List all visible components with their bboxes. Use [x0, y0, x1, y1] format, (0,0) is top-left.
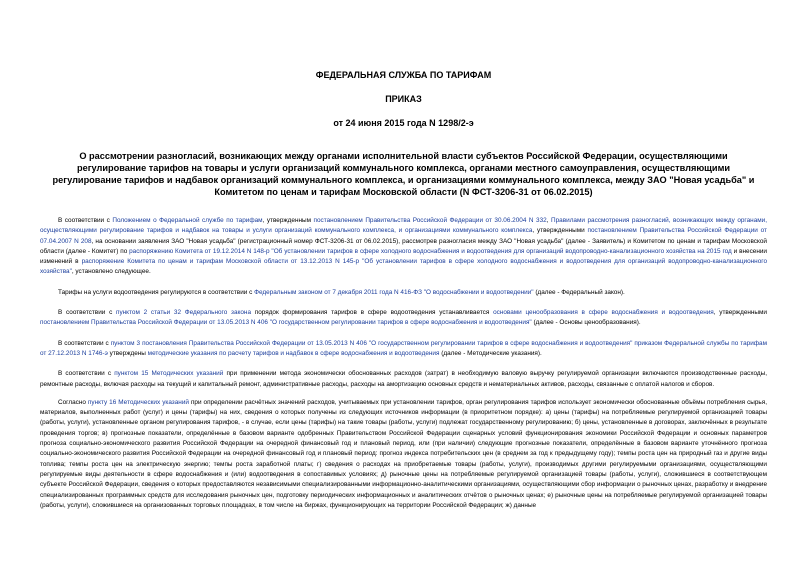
link-order-145r[interactable]: распоряжение Комитета по ценам и тарифам Московской области от 13.12.2013 N 145-р "Об установлении тарифов в сфере холодного водоснабжения и водоотведения для организаций водопроводно-канализационного хозяйства": [40, 258, 767, 276]
document-title: О рассмотрении разногласий, возникающих между органами исполнительной власти субъектов Российской Федерации, осуществляющими регулирование тарифов на товары и услуги организаций коммунального комплекса, органами местного самоуправления, осуществляющими регулирование тарифов и надбавок организаций коммунального комплекса, и организациями коммунального комплекса, между ЗАО "Новая усадьба" и Комитетом по ценам и тарифам Московской области (N ФСТ-3206-31 от 06.02.2015): [52, 151, 755, 197]
link-order-1746e[interactable]: приказом Федеральной службы по тарифам от 27.12.2013 N 1746-э: [40, 339, 768, 357]
agency-heading: ФЕДЕРАЛЬНАЯ СЛУЖБА ПО ТАРИФАМ: [315, 70, 492, 80]
link-fst-regulation[interactable]: Положением о Федеральной службе по тарифам: [112, 217, 263, 224]
paragraph-item-16: Согласно пункту 16 Методических указаний при определении расчётных значений расходов, учитываемых при установлении тарифов, орган регулирования тарифов использует экономически обоснованные объёмы потребления сырья, материалов, выполненных работ (услуг) и цены (тарифы) на них, сведения о которых получены из следующих источников информации (в приоритетном порядке): а) цены (тарифы) на потребляемые регулируемой организацией товары (работы, услуги), установленные органом регулирования тарифов, - в случае, если цены (тарифы) на такие товары (работы, услуги) подлежат государственному регулированию; б) цены, установленные в договорах, заключённых в результате проведения торгов; в) прогнозные показатели, определённые в базовом варианте одобренных Правительством Российской Федерации сценарных условий функционирования экономики Российской Федерации и основных параметров прогноза социально-экономического развития Российской Федерации на очередной финансовый год и плановый период, или (при наличии) следующие прогнозные показатели, определённые в базовом варианте уточнённого прогноза социально-экономического развития Российской Федерации на очередной финансовый год и плановый период: прогноз индекса потребительских цен (в среднем за год к предыдущему году); темпы роста цен на природный газ и другие виды топлива; темпы роста цен на электрическую энергию; темпы роста заработной платы; г) сведения о расходах на приобретаемые товары (работы, услуги), производимых другими регулируемыми организациями, осуществляющими регулируемые виды деятельности в сфере водоснабжения и (или) водоотведения в сопоставимых условиях; д) рыночные цены на потребляемые регулируемой организацией товары (работы, услуги), сложившиеся в соответствующем субъекте Российской Федерации, сведения о которых предоставляются независимыми специализированными информационно-аналитическими организациями, осуществляющими сбор информации о рыночных ценах, разработку и внедрение специализированных программных средств для исследования рыночных цен, подготовку периодических информационных и аналитических отчётов о рыночных ценах; е) рыночные цены на потребляемые регулируемой организацией товары (работы, услуги), сложившиеся на организованных торговых площадках, в том числе на биржах, функционирующих на территории Российской Федерации; ж) данные: [40, 398, 767, 509]
date-number-heading: от 24 июня 2015 года N 1298/2-э: [333, 118, 474, 128]
link-pricing-principles[interactable]: основами ценообразования в сфере водоснабжения и водоотведения: [493, 309, 714, 317]
paragraph-methodology: В соответствии с пунктом 3 постановления Правительства Российской Федерации от 13.05.2013 N 406 "О государственном регулировании тарифов в сфере водоснабжения и водоотведения" приказом Федеральной службы по тарифам от 27.12.2013 N 1746-э утверждены методические указания по расчету тарифов и надбавок в сфере водоснабжения и водоотведения (далее - Методические указания).: [40, 339, 768, 357]
doc-type-heading: ПРИКАЗ: [385, 94, 422, 104]
link-item-16[interactable]: пункту 16 Методических указаний: [87, 398, 189, 406]
link-dispute-rules[interactable]: Правилами рассмотрения разногласий, возникающих между органами, осуществляющими регулирование тарифов и надбавок на товары и услуги организаций коммунального комплекса, и организациями коммунального комплекса: [40, 217, 767, 235]
paragraph-basis: В соответствии с Положением о Федеральной службе по тарифам, утвержденным постановлением Правительства Российской Федерации от 30.06.2004 N 332, Правилами рассмотрения разногласий, возникающих между органами, осуществляющими регулирование тарифов и надбавок на товары и услуги организаций коммунального комплекса, и организациями коммунального комплекса, утвержденными постановлением Правительства Российской Федерации от 07.04.2007 N 208, на основании заявления ЗАО "Новая усадьба" (регистрационный номер ФСТ-3206-31 от 06.02.2015), рассмотрев разногласия между ЗАО "Новая усадьба" (далее - Заявитель) и Комитетом по ценам и тарифам Московской области (далее - Комитет) по распоряжению Комитета от 19.12.2014 N 148-р "Об установлении тарифов в сфере холодного водоснабжения и водоотведения для организаций водопроводно-канализационного хозяйства на 2015 год и внесении изменений в распоряжение Комитета по ценам и тарифам Московской области от 13.12.2013 N 145-р "Об установлении тарифов в сфере холодного водоснабжения и водоотведения для организаций водопроводно-канализационного хозяйства", установлено следующее.: [40, 217, 767, 276]
link-resolution-406-item-3[interactable]: пунктом 3 постановления Правительства Российской Федерации от 13.05.2013 N 406 "О государственном регулировании тарифов в сфере водоснабжения и водоотведения": [110, 339, 633, 347]
paragraph-federal-law: Тарифы на услуги водоотведения регулируются в соответствии с Федеральным законом от 7 декабря 2011 года N 416-ФЗ "О водоснабжении и водоотведении" (далее - Федеральный закон).: [58, 288, 625, 296]
link-resolution-332[interactable]: постановлением Правительства Российской Федерации от 30.06.2004 N 332: [313, 217, 547, 224]
link-resolution-208[interactable]: постановлением Правительства Российской Федерации от 07.04.2007 N 208: [40, 227, 767, 245]
paragraph-item-15: В соответствии с пунктом 15 Методических указаний при применении метода экономически обоснованных расходов (затрат) в необходимую валовую выручку регулируемой организации включаются производственные расходы, ремонтные расходы, включая расходы на текущий и капитальный ремонт, административные расходы, расходы на амортизацию основных средств и нематериальных активов, расходы, связанные с оплатой налогов и сборов.: [40, 370, 767, 388]
link-methodical-guidelines[interactable]: методические указания по расчету тарифов и надбавок в сфере водоснабжения и водоотведения: [147, 349, 440, 357]
link-federal-law-416[interactable]: Федеральным законом от 7 декабря 2011 года N 416-ФЗ "О водоснабжении и водоотведении": [254, 288, 534, 296]
link-resolution-406[interactable]: постановлением Правительства Российской Федерации от 13.05.2013 N 406 "О государственном регулировании тарифов в сфере водоснабжения и водоотведения": [40, 319, 532, 327]
link-article-32[interactable]: пунктом 2 статьи 32 Федерального закона: [116, 309, 252, 317]
link-order-148r[interactable]: распоряжению Комитета от 19.12.2014 N 148-р "Об установлении тарифов в сфере холодного водоснабжения и водоотведения для организаций водопроводно-канализационного хозяйства на 2015 год: [129, 247, 732, 255]
paragraph-pricing-basis: В соответствии с пунктом 2 статьи 32 Федерального закона порядок формирования тарифов в сфере водоотведения устанавливается основами ценообразования в сфере водоснабжения и водоотведения, утвержденными постановлением Правительства Российской Федерации от 13.05.2013 N 406 "О государственном регулировании тарифов в сфере водоснабжения и водоотведения" (далее - Основы ценообразования).: [40, 309, 767, 327]
link-item-15[interactable]: пунктом 15 Методических указаний: [114, 370, 224, 378]
